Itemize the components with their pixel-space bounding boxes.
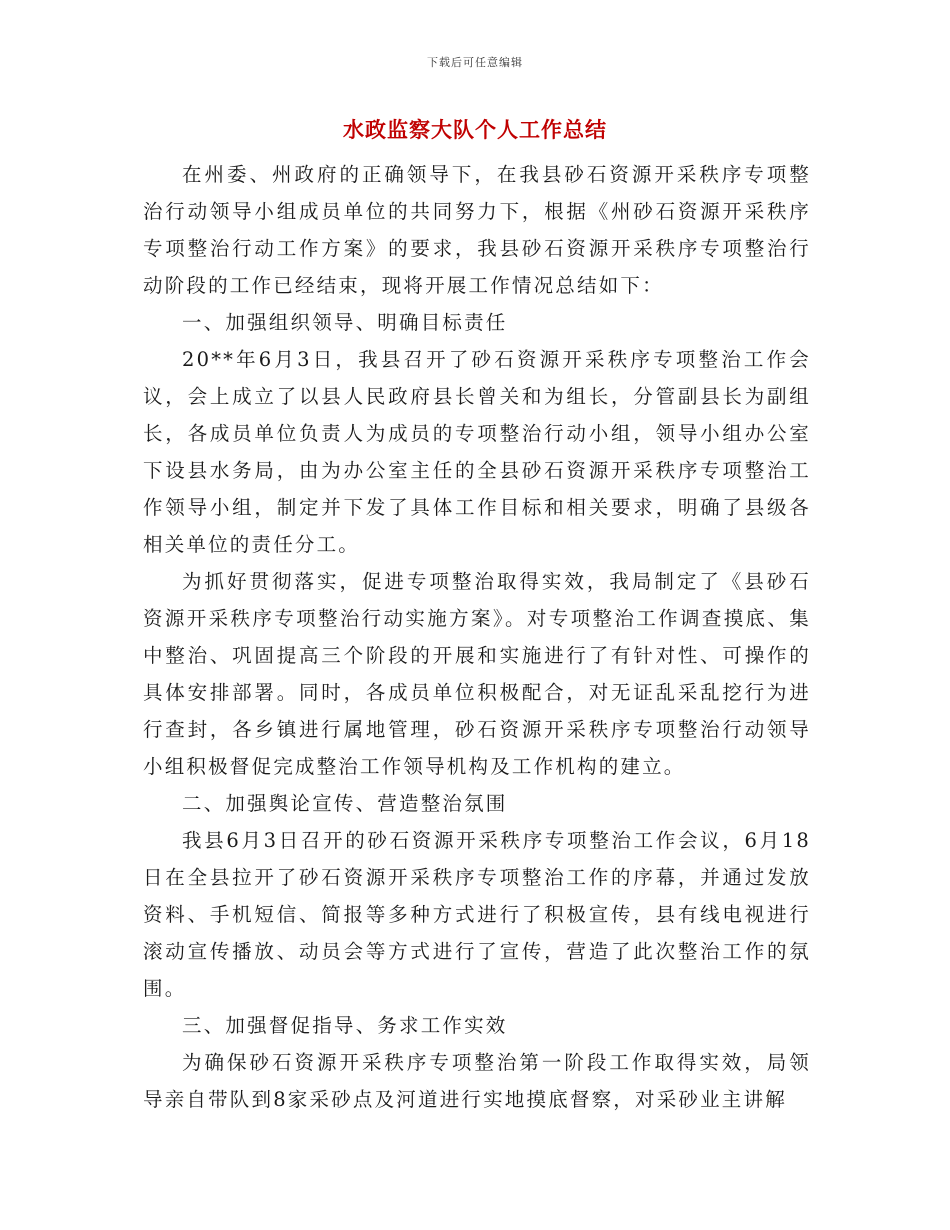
document-body (143, 156, 811, 1118)
paragraph-section-3: 为确保砂石资源开采秩序专项整治第一阶段工作取得实效，局领导亲自带队到8家采砂点及河道进行实地摸底督察，对采砂业主讲解 (143, 1051, 811, 1111)
paragraph-intro: 在州委、州政府的正确领导下，在我县砂石资源开采秩序专项整治行动领导小组成员单位的共同努力下，根据《州砂石资源开采秩序专项整治行动工作方案》的要求，我县砂石资源开采秩序专项整治行动阶段的工作已经结束，现将开展工作情况总结如下： (143, 163, 811, 297)
paragraph-section-1b: 为抓好贯彻落实，促进专项整治取得实效，我局制定了《县砂石资源开采秩序专项整治行动实施方案》。对专项整治工作调查摸底、集中整治、巩固提高三个阶段的开展和实施进行了有针对性、可操作的具体安排部署。同时，各成员单位积极配合，对无证乱采乱挖行为进行查封，各乡镇进行属地管理，砂石资源开采秩序专项整治行动领导小组积极督促完成整治工作领导机构及工作机构的建立。 (143, 570, 811, 778)
section-heading-2: 二、加强舆论宣传、营造整治氛围 (182, 792, 508, 815)
document-title: 水政监察大队个人工作总结 (343, 117, 607, 142)
page-header-note: 下载后可任意编辑 (427, 56, 523, 69)
section-heading-3: 三、加强督促指导、务求工作实效 (182, 1014, 508, 1037)
section-heading-1: 一、加强组织领导、明确目标责任 (182, 311, 508, 334)
paragraph-section-2: 我县6月3日召开的砂石资源开采秩序专项整治工作会议，6月18日在全县拉开了砂石资源开采秩序专项整治工作的序幕，并通过发放资料、手机短信、简报等多种方式进行了积极宣传，县有线电视进行滚动宣传播放、动员会等方式进行了宣传，营造了此次整治工作的氛围。 (143, 829, 811, 1000)
paragraph-section-1a: 20**年6月3日，我县召开了砂石资源开采秩序专项整治工作会议，会上成立了以县人民政府县长曾关和为组长，分管副县长为副组长，各成员单位负责人为成员的专项整治行动小组，领导小组办公室下设县水务局，由为办公室主任的全县砂石资源开采秩序专项整治工作领导小组，制定并下发了具体工作目标和相关要求，明确了县级各相关单位的责任分工。 (143, 348, 811, 556)
